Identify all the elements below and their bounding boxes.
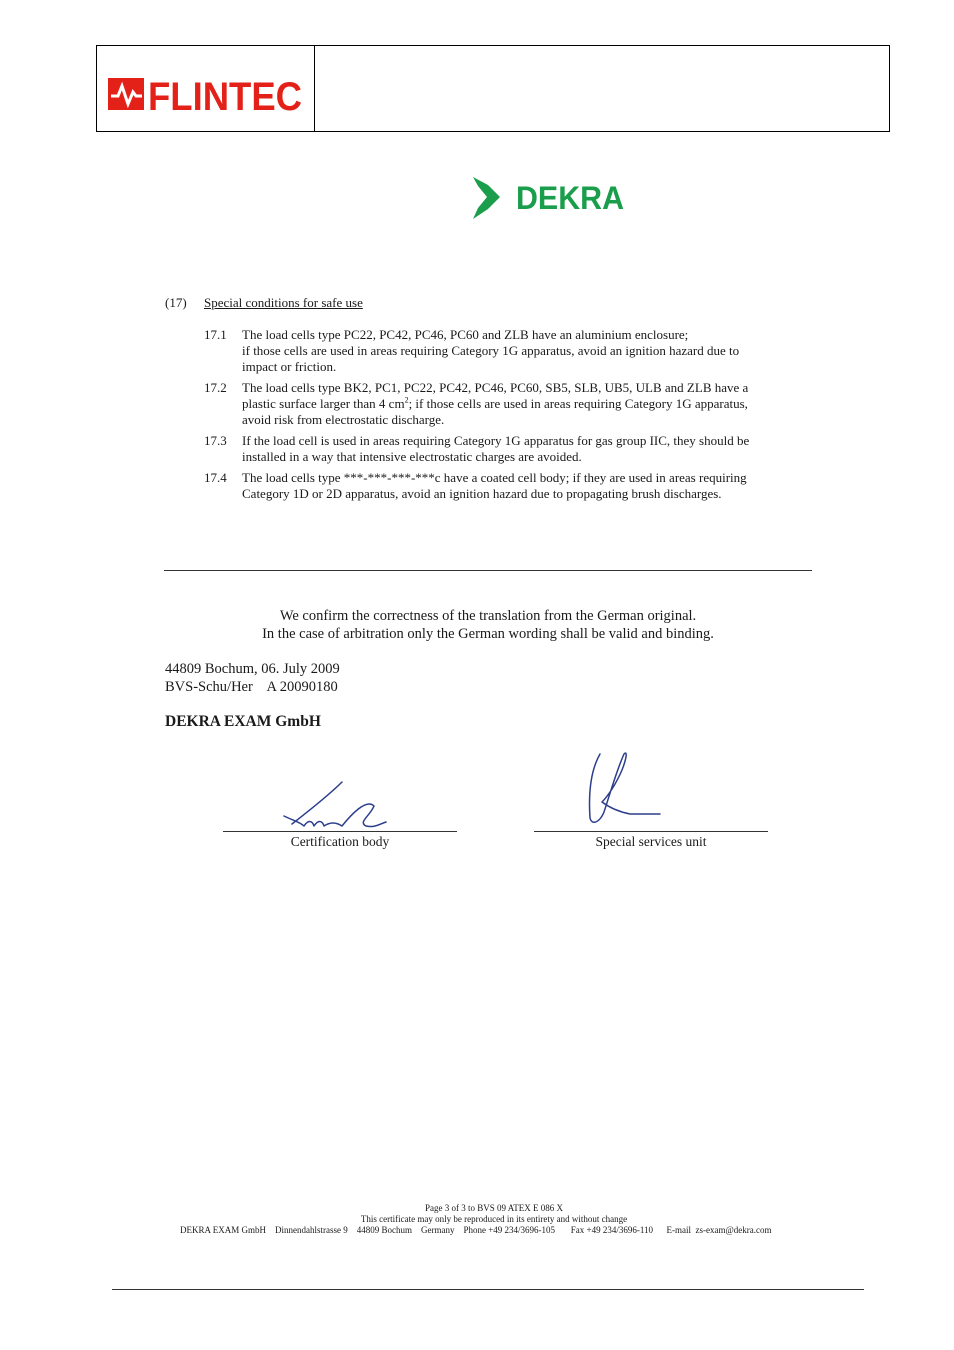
clause-number: 17.1 [204, 327, 227, 342]
clause-line [242, 396, 787, 412]
clause-line: If the load cell is used in areas requiring Category 1G apparatus for gas group IIC, they should be [242, 433, 750, 448]
clause-number: 17.3 [204, 433, 227, 448]
clause-line: impact or friction. [242, 359, 337, 374]
dekra-logo-text: DEKRA [516, 180, 624, 216]
clause-number: 17.4 [204, 470, 227, 485]
footer-address-line: DEKRA EXAM GmbH Dinnendahlstrasse 9 44809 Bochum Germany Phone +49 234/3696-105 Fax +49 234/3696-110 E-mail zs-exam@dekra.com [180, 1225, 772, 1235]
clause-line: Category 1D or 2D apparatus, avoid an ignition hazard due to propagating brush discharges. [242, 486, 722, 501]
separator-line [164, 570, 812, 571]
dekra-arrow-icon [473, 177, 500, 219]
footer-reproduction-line: This certificate may only be reproduced in its entirety and without change [360, 1214, 628, 1224]
right-signature-line [534, 831, 768, 832]
clause-text [242, 433, 787, 465]
flintec-logo [108, 74, 304, 114]
clause-line: The load cells type PC22, PC42, PC46, PC60 and ZLB have an aluminium enclosure; [242, 327, 689, 342]
clause-line: installed in a way that intensive electrostatic charges are avoided. [242, 449, 582, 464]
clause-text [242, 327, 787, 375]
clause-number: 17.2 [204, 380, 227, 395]
clause-text [242, 470, 787, 502]
right-signature-label: Special services unit [595, 834, 707, 849]
left-signature [270, 780, 400, 836]
section-title: Special conditions for safe use [204, 295, 363, 310]
confirmation-line: In the case of arbitration only the German wording shall be valid and binding. [262, 626, 714, 642]
right-signature [580, 748, 670, 830]
place-date: 44809 Bochum, 06. July 2009 [165, 661, 340, 677]
header-divider [314, 45, 315, 132]
section-number: (17) [165, 295, 187, 310]
footer-page-line: Page 3 of 3 to BVS 09 ATEX E 086 X [425, 1203, 563, 1213]
clause-line: The load cells type BK2, PC1, PC22, PC42, PC46, PC60, SB5, SLB, UB5, ULB and ZLB have a [242, 380, 749, 395]
clause-line: avoid risk from electrostatic discharge. [242, 412, 445, 427]
dekra-logo [470, 175, 630, 221]
company-name: DEKRA EXAM GmbH [165, 713, 321, 730]
superscript: 2 [404, 395, 409, 405]
clause-line: if those cells are used in areas requiring Category 1G apparatus, avoid an ignition hazard due to [242, 343, 740, 358]
clause-line: The load cells type ***-***-***-***c have a coated cell body; if they are used in areas requiring [242, 470, 747, 485]
left-signature-label: Certification body [290, 834, 390, 849]
left-signature-line [223, 831, 457, 832]
reference: BVS-Schu/Her A 20090180 [165, 679, 338, 695]
clause-text [242, 380, 787, 428]
clause-line-part: plastic surface larger than 4 cm [242, 396, 405, 411]
confirmation-line: We confirm the correctness of the translation from the German original. [279, 608, 697, 624]
flintec-logo-text: FLINTEC [148, 75, 302, 114]
bottom-rule [112, 1289, 864, 1290]
clause-line-part: ; if those cells are used in areas requiring Category 1G apparatus, [408, 396, 748, 411]
